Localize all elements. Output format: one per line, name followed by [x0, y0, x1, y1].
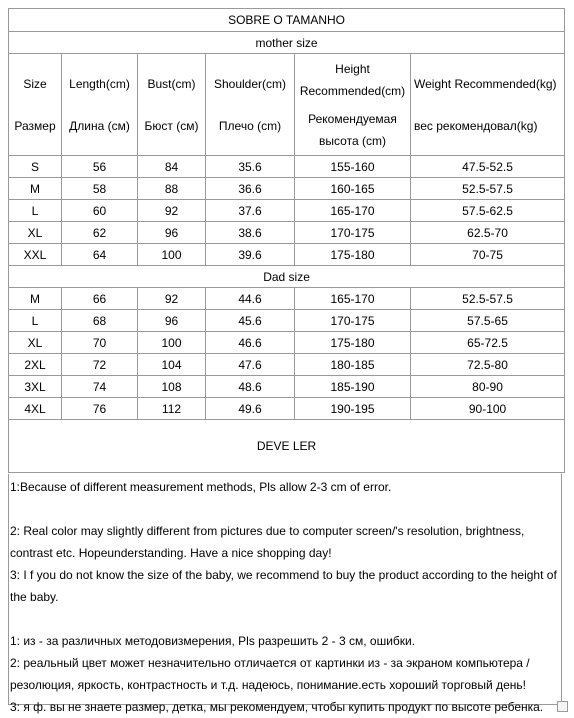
chart-title: SOBRE O TAMANHO	[9, 9, 565, 32]
mother-size-cell: 36.6	[206, 178, 295, 200]
dad-size-cell: 72	[62, 354, 138, 376]
note-en-3a: 3: I f you do not know the size of the baby, we recommend to buy the product according to the height of	[10, 568, 557, 582]
mother-size-row	[9, 156, 565, 178]
mother-size-cell: L	[9, 200, 62, 222]
mother-size-cell: 58	[62, 178, 138, 200]
dad-size-cell: 185-190	[295, 376, 411, 398]
dad-size-label: Dad size	[9, 266, 565, 288]
mother-size-cell: 52.5-57.5	[411, 178, 565, 200]
dad-size-row	[9, 354, 565, 376]
mother-size-cell: 155-160	[295, 156, 411, 178]
mother-size-cell: XL	[9, 222, 62, 244]
note-en-3b: the baby.	[10, 590, 59, 604]
dad-size-row	[9, 376, 565, 398]
dad-size-cell: 90-100	[411, 398, 565, 420]
mother-size-cell: 84	[138, 156, 206, 178]
resize-corner-icon	[557, 701, 568, 712]
mother-size-cell: 35.6	[206, 156, 295, 178]
mother-size-cell: 62.5-70	[411, 222, 565, 244]
header-height: Height Recommended(cm) Рекомендуемая высота (cm)	[295, 54, 411, 156]
dad-size-cell: 68	[62, 310, 138, 332]
mother-size-row	[9, 178, 565, 200]
dad-size-cell: 3XL	[9, 376, 62, 398]
dad-size-cell: 2XL	[9, 354, 62, 376]
mother-size-cell: 88	[138, 178, 206, 200]
dad-size-cell: 96	[138, 310, 206, 332]
dad-size-cell: M	[9, 288, 62, 310]
header-length: Length(cm) Длина (см)	[62, 54, 138, 156]
mother-size-cell: M	[9, 178, 62, 200]
note-en-2b: contrast etc. Hopeunderstanding. Have a nice shopping day!	[10, 546, 332, 560]
mother-size-cell: 160-165	[295, 178, 411, 200]
note-ru-2b: резолюция, яркость, контрастность и т.д. надеюсь, понимание.есть хороший торговый день!	[10, 678, 526, 692]
header-row	[9, 54, 565, 156]
dad-size-cell: 72.5-80	[411, 354, 565, 376]
mother-size-cell: 70-75	[411, 244, 565, 266]
header-bust: Bust(cm) Бюст (см)	[138, 54, 206, 156]
mother-size-cell: 170-175	[295, 222, 411, 244]
notes-box	[8, 474, 562, 714]
mother-size-cell: 62	[62, 222, 138, 244]
mother-size-cell: XXL	[9, 244, 62, 266]
dad-size-cell: 65-72.5	[411, 332, 565, 354]
dad-size-cell: 170-175	[295, 310, 411, 332]
dad-size-cell: 52.5-57.5	[411, 288, 565, 310]
mother-size-row	[9, 222, 565, 244]
dad-size-cell: 66	[62, 288, 138, 310]
dad-size-cell: 49.6	[206, 398, 295, 420]
mother-size-cell: 56	[62, 156, 138, 178]
dad-size-cell: L	[9, 310, 62, 332]
dad-size-cell: 112	[138, 398, 206, 420]
note-ru-1: 1: из - за различных методовизмерения, Pls разрешить 2 - 3 см, ошибки.	[10, 634, 416, 648]
mother-size-cell: 64	[62, 244, 138, 266]
dad-size-cell: 44.6	[206, 288, 295, 310]
header-size: Size Размер	[9, 54, 62, 156]
dad-size-cell: 70	[62, 332, 138, 354]
dad-size-cell: 190-195	[295, 398, 411, 420]
note-ru-2a: 2: реальный цвет может незначительно отличается от картинки из - за экраном компьютера /	[10, 656, 530, 670]
mother-size-cell: 47.5-52.5	[411, 156, 565, 178]
dad-size-cell: 48.6	[206, 376, 295, 398]
mother-size-cell: 57.5-62.5	[411, 200, 565, 222]
dad-size-cell: 46.6	[206, 332, 295, 354]
dad-size-cell: 108	[138, 376, 206, 398]
mother-size-cell: 60	[62, 200, 138, 222]
dad-size-cell: 104	[138, 354, 206, 376]
dad-size-cell: 180-185	[295, 354, 411, 376]
deve-ler-label: DEVE LER	[9, 420, 565, 473]
dad-size-row	[9, 398, 565, 420]
mother-size-cell: 96	[138, 222, 206, 244]
note-ru-3: 3: я ф. вы не знаете размер, детка, мы рекомендуем, чтобы купить продукт по высоте ребенка.	[10, 700, 544, 714]
mother-size-cell: 175-180	[295, 244, 411, 266]
header-shoulder: Shoulder(cm) Плечо (cm)	[206, 54, 295, 156]
note-en-1: 1:Because of different measurement methods, Pls allow 2-3 cm of error.	[10, 480, 392, 494]
mother-size-row	[9, 200, 565, 222]
dad-size-cell: 47.6	[206, 354, 295, 376]
mother-size-cell: 39.6	[206, 244, 295, 266]
dad-size-cell: 175-180	[295, 332, 411, 354]
header-weight: Weight Recommended(kg) вес рекомендовал(kg)	[411, 54, 565, 156]
dad-size-cell: 165-170	[295, 288, 411, 310]
mother-size-cell: 38.6	[206, 222, 295, 244]
dad-size-cell: 57.5-65	[411, 310, 565, 332]
note-en-2a: 2: Real color may slightly different from pictures due to computer screen/'s resolution, brightness,	[10, 524, 525, 538]
dad-size-row	[9, 332, 565, 354]
mother-size-cell: S	[9, 156, 62, 178]
mother-size-label: mother size	[9, 32, 565, 54]
dad-size-cell: 100	[138, 332, 206, 354]
mother-size-cell: 100	[138, 244, 206, 266]
dad-size-cell: 80-90	[411, 376, 565, 398]
mother-size-cell: 37.6	[206, 200, 295, 222]
dad-size-cell: 45.6	[206, 310, 295, 332]
dad-size-row	[9, 310, 565, 332]
size-table	[8, 8, 565, 473]
dad-size-row	[9, 288, 565, 310]
mother-size-cell: 165-170	[295, 200, 411, 222]
mother-size-row	[9, 244, 565, 266]
dad-size-cell: 74	[62, 376, 138, 398]
dad-size-cell: XL	[9, 332, 62, 354]
dad-size-cell: 4XL	[9, 398, 62, 420]
mother-size-cell: 92	[138, 200, 206, 222]
dad-size-cell: 92	[138, 288, 206, 310]
dad-size-cell: 76	[62, 398, 138, 420]
